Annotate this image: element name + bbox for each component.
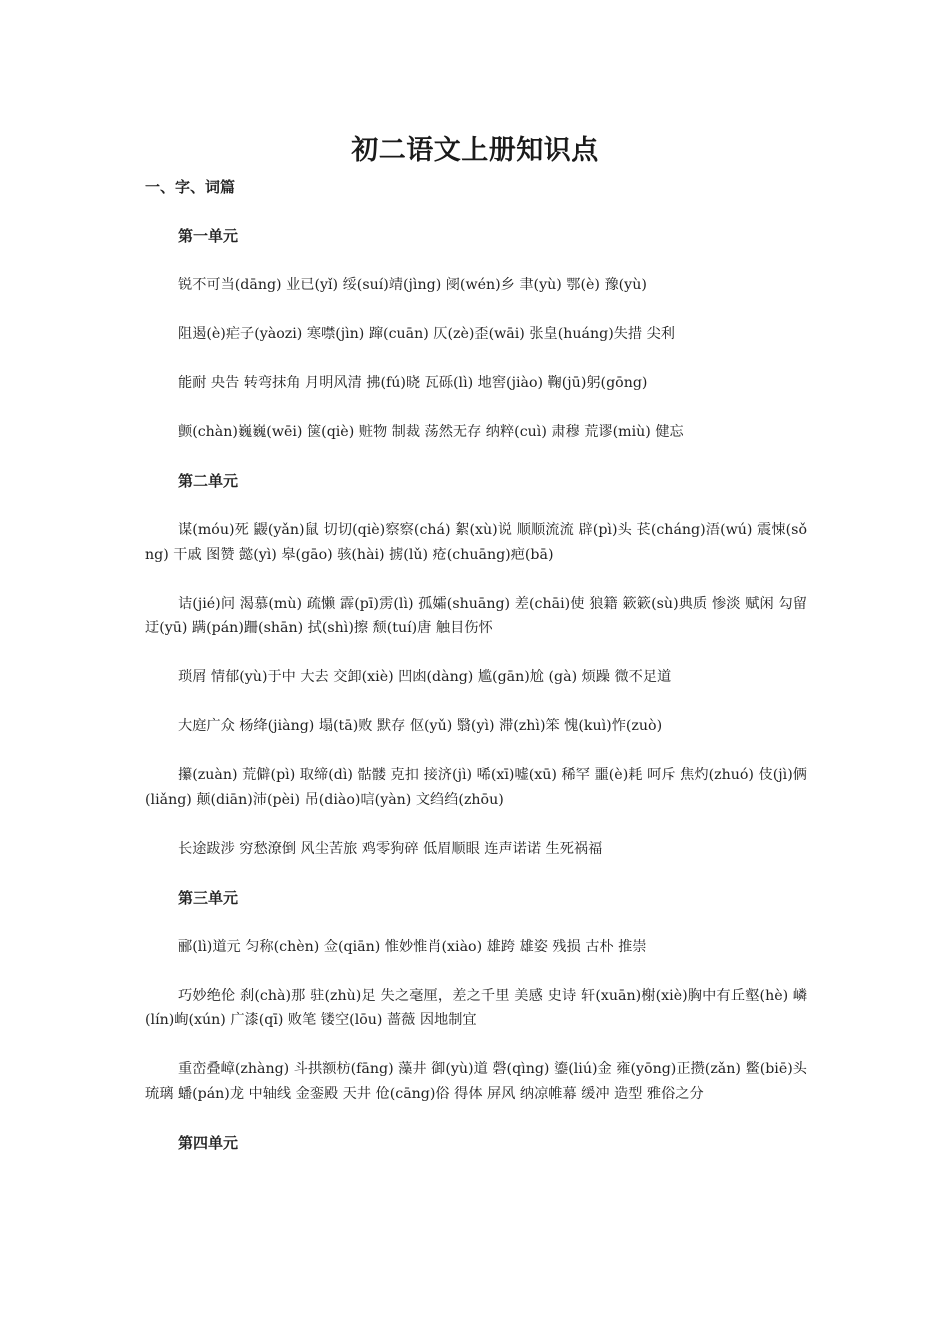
vocab-paragraph: 长途跋涉 穷愁潦倒 风尘苦旅 鸡零狗碎 低眉顺眼 连声诺诺 生死祸福 [178,840,603,857]
vocab-paragraph: 谋(móu)死 鼹(yǎn)鼠 切切(qiè)察察(chá) 絮(xù)说 顺顺流流 辟(pì)头 苌(cháng)浯(wú) 震悚(sǒng) 干戚 图赞 懿(yì) 皋(gāo) 骇(hài) 掳(lǔ) 疮(chuāng)疤(bā) [145,522,807,563]
vocab-paragraph: 阻遏(è)疟子(yàozi) 寒噤(jìn) 蹿(cuān) 仄(zè)歪(wāi) 张皇(huáng)失措 尖利 [178,326,675,342]
unit-heading: 第二单元 [178,472,239,490]
unit-heading: 第三单元 [178,888,239,907]
vocab-paragraph: 锐不可当(dāng) 业已(yǐ) 绥(suí)靖(jìng) 阌(wén)乡 聿(yù) 鄂(è) 豫(yù) [178,277,647,293]
unit-heading: 第一单元 [178,227,239,245]
document-title: 初二语文上册知识点 [351,135,599,166]
vocab-paragraph: 诘(jié)问 渴慕(mù) 疏懒 霹(pī)雳(lì) 孤孀(shuāng) 差(chāi)使 狼籍 簌簌(sù)典质 惨淡 赋闲 勾留 迂(yū) 蹒(pán)跚(shān) 拭(shì)擦 颓(tuí)唐 触目伤怀 [145,595,807,636]
vocab-paragraph: 大庭广众 杨绛(jiàng) 塌(tā)败 默存 伛(yǔ) 翳(yì) 滞(zhì)笨 愧(kuì)怍(zuò) [178,718,663,734]
unit-heading: 第四单元 [178,1133,239,1152]
vocab-paragraph: 颤(chàn)巍巍(wēi) 箧(qiè) 赃物 制裁 荡然无存 纳粹(cuì) 肃穆 荒谬(miù) 健忘 [178,424,684,440]
vocab-paragraph: 能耐 央告 转弯抹角 月明风清 拂(fú)晓 瓦砾(lì) 地窖(jiào) 鞠(jū)躬(gōng) [178,375,648,391]
vocab-paragraph: 琐屑 情郁(yù)于中 大去 交卸(xiè) 凹凼(dàng) 尴(gān)尬 (gà) 烦躁 微不足道 [178,669,672,685]
document-body [145,224,807,1180]
vocab-paragraph: 重峦叠嶂(zhàng) 斗拱额枋(fāng) 藻井 御(yù)道 磬(qìng) 鎏(liú)金 雍(yōng)正攒(zǎn) 鳖(biē)头 琉璃 蟠(pán)龙 中轴线 金銮殿 天井 伧(cāng)俗 得体 屏风 纳凉帷幕 缓冲 造型 雅俗之分 [145,1061,807,1102]
section-heading: 一、字、词篇 [145,178,236,196]
vocab-paragraph: 巧妙绝伦 刹(chà)那 驻(zhù)足 失之毫厘，差之千里 美感 史诗 轩(xuān)榭(xiè)胸中有丘壑(hè) 嶙(lín)峋(xún) 广漆(qī) 败笔 镂空(lōu) 蔷薇 因地制宜 [145,987,807,1028]
vocab-paragraph: 郦(lì)道元 匀称(chèn) 佥(qiān) 惟妙惟肖(xiào) 雄跨 雄姿 残损 古朴 推崇 [178,938,647,955]
vocab-paragraph: 攥(zuàn) 荒僻(pì) 取缔(dì) 骷髅 克扣 接济(jì) 唏(xī)嘘(xū) 稀罕 噩(è)耗 呵斥 焦灼(zhuó) 伎(jì)俩(liǎng) 颠(diān)沛(pèi) 吊(diào)唁(yàn) 文绉绉(zhōu) [145,767,807,808]
